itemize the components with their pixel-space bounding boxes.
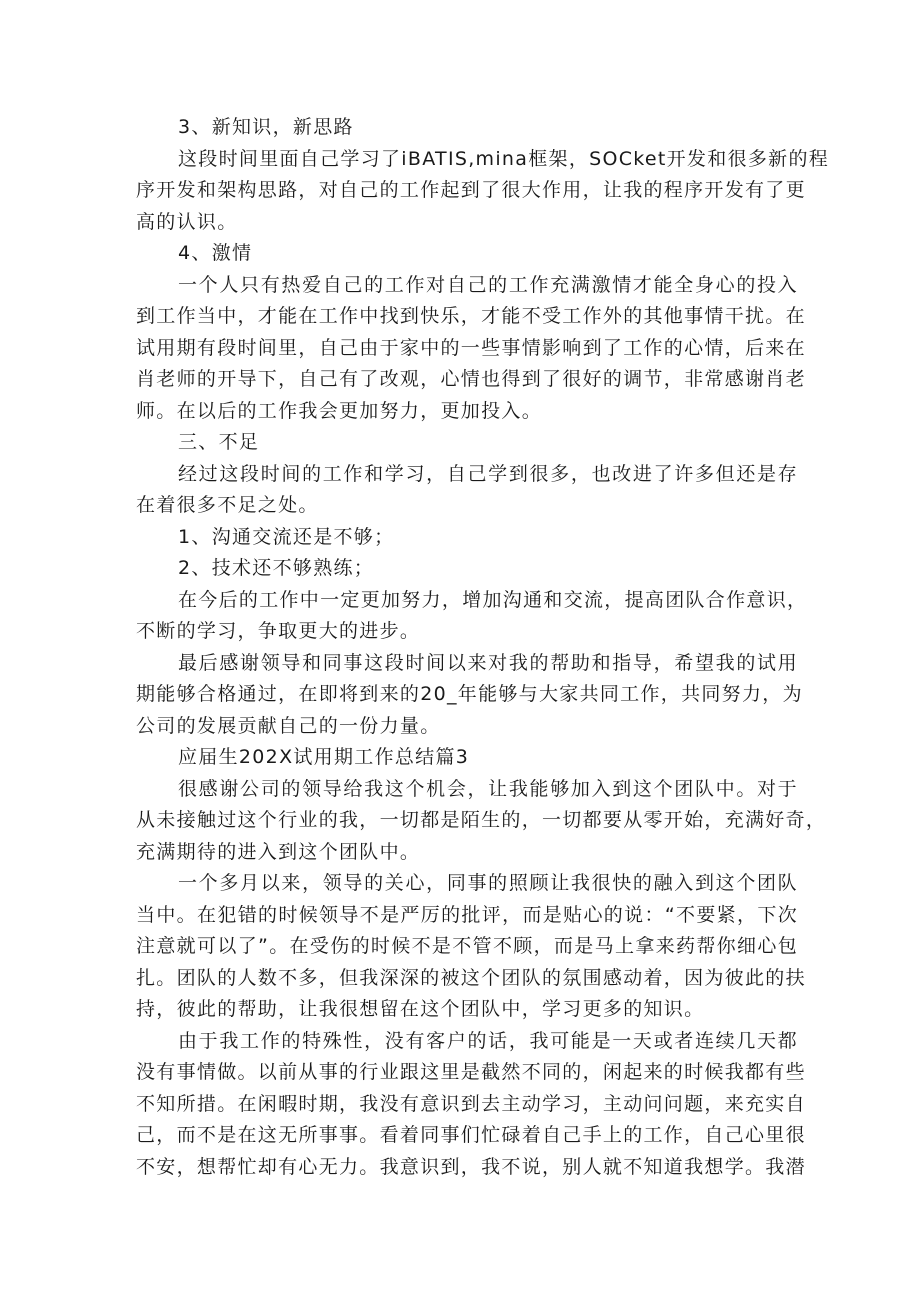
text-line: 不断的学习，争取更大的进步。 <box>136 620 421 642</box>
text-line: 经过这段时间的工作和学习，自己学到很多，也改进了许多但还是存 <box>178 462 798 485</box>
text-line: 高的认识。 <box>136 210 238 233</box>
text-line: 充满期待的进入到这个团队中。 <box>136 840 421 863</box>
text-line: 持，彼此的帮助，让我很想留在这个团队中，学习更多的知识。 <box>136 998 705 1020</box>
text-line: 3、新知识，新思路 <box>178 116 354 138</box>
text-line: 在着很多不足之处。 <box>136 494 319 516</box>
text-line: 公司的发展贡献自己的一份力量。 <box>136 714 441 737</box>
text-line: 从未接触过这个行业的我，一切都是陌生的，一切都要从零开始，充满好奇， <box>136 809 827 831</box>
text-line: 2、技术还不够熟练； <box>178 557 375 579</box>
text-line: 应届生202X试用期工作总结篇3 <box>178 746 470 768</box>
text-line: 4、激情 <box>178 242 253 264</box>
text-line: 在今后的工作中一定更加努力，增加沟通和交流，提高团队合作意识， <box>178 588 808 611</box>
text-line: 肖老师的开导下，自己有了改观，心情也得到了很好的调节，非常感谢肖老 <box>136 368 806 390</box>
text-line: 试用期有段时间里，自己由于家中的一些事情影响到了工作的心情，后来在 <box>136 336 806 359</box>
text-line: 扎。团队的人数不多，但我深深的被这个团队的氛围感动着，因为彼此的扶 <box>136 966 806 989</box>
text-line: 不安，想帮忙却有心无力。我意识到，我不说，别人就不知道我想学。我潜 <box>136 1155 806 1178</box>
text-line: 没有事情做。以前从事的行业跟这里是截然不同的，闲起来的时候我都有些 <box>136 1061 806 1083</box>
text-line: 师。在以后的工作我会更加努力，更加投入。 <box>136 399 543 422</box>
text-line: 这段时间里面自己学习了iBATIS,mina框架，SOCket开发和很多新的程 <box>178 147 830 170</box>
document-body <box>136 112 830 1183</box>
text-line: 到工作当中，才能在工作中找到快乐，才能不受工作外的其他事情干扰。在 <box>136 305 806 327</box>
text-line: 注意就可以了”。在受伤的时候不是不管不顾，而是马上拿来药帮你细心包 <box>136 935 798 957</box>
text-line: 当中。在犯错的时候领导不是严厉的批评，而是贴心的说：“不要紧，下次 <box>136 903 798 926</box>
text-line: 期能够合格通过，在即将到来的20_年能够与大家共同工作，共同努力，为 <box>136 683 803 705</box>
text-line: 1、沟通交流还是不够； <box>178 525 395 548</box>
text-line: 一个多月以来，领导的关心，同事的照顾让我很快的融入到这个团队 <box>178 872 798 894</box>
text-line: 由于我工作的特殊性，没有客户的话，我可能是一天或者连续几天都 <box>178 1029 798 1052</box>
text-line: 己，而不是在这无所事事。看着同事们忙碌着自己手上的工作，自己心里很 <box>136 1124 806 1146</box>
text-line: 最后感谢领导和同事这段时间以来对我的帮助和指导，希望我的试用 <box>178 651 798 674</box>
text-line: 一个人只有热爱自己的工作对自己的工作充满激情才能全身心的投入 <box>178 273 798 296</box>
text-line: 三、不足 <box>178 431 260 453</box>
text-line: 序开发和架构思路，对自己的工作起到了很大作用，让我的程序开发有了更 <box>136 179 806 201</box>
text-line: 很感谢公司的领导给我这个机会，让我能够加入到这个团队中。对于 <box>178 777 798 800</box>
text-line: 不知所措。在闲暇时期，我没有意识到去主动学习，主动问问题，来充实自 <box>136 1092 806 1115</box>
